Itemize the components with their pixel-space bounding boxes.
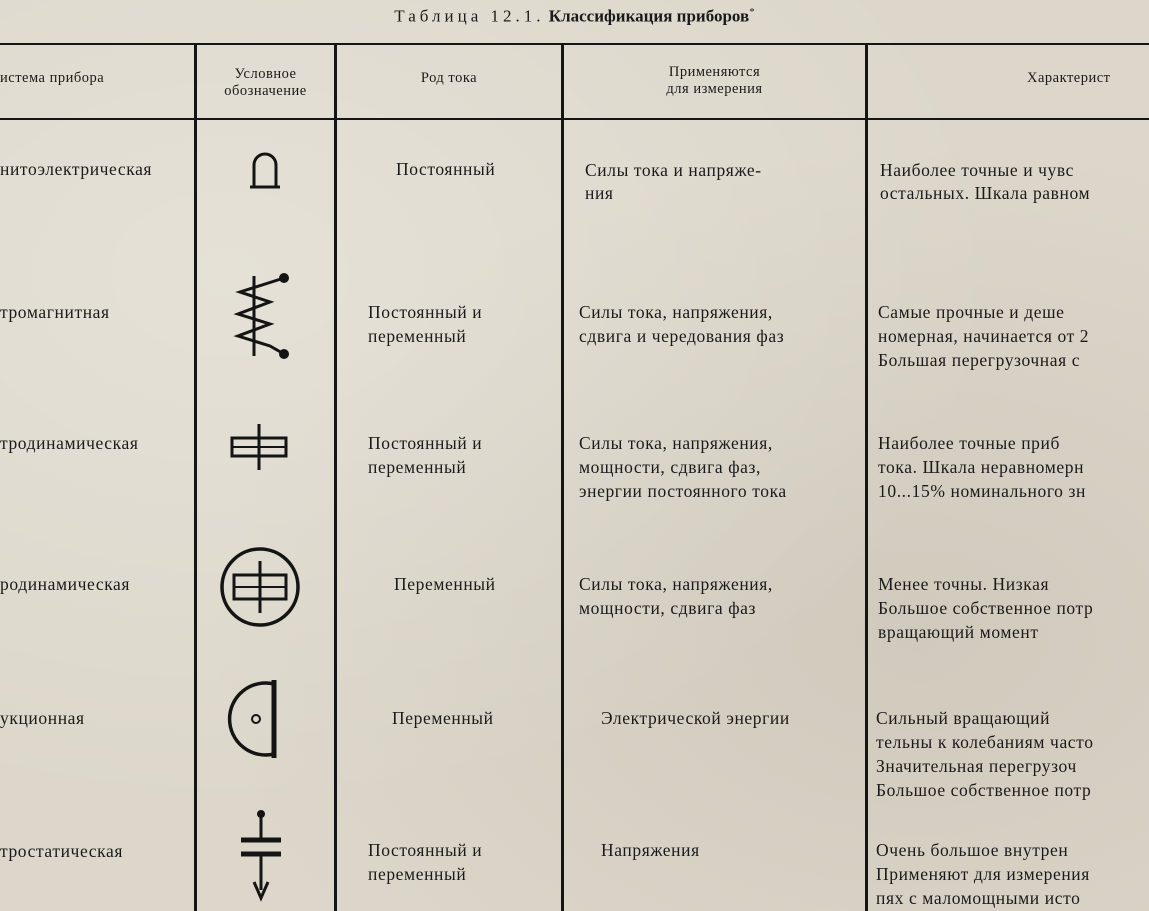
- row-1-characteristics: [880, 159, 1090, 205]
- row-6-char-line-2: Применяют для измерения: [876, 864, 1090, 884]
- row-6-current-line-1: Постоянный и: [368, 840, 483, 860]
- induction-symbol-icon: [216, 676, 300, 762]
- row-5-char-line-3: Значительная перегрузоч: [876, 756, 1077, 776]
- row-3-system: тродинамическая: [0, 433, 139, 453]
- caption-label: Таблица 12.1.: [394, 6, 545, 26]
- row-3-usage-line-2: мощности, сдвига фаз,: [579, 457, 761, 477]
- row-2-current-line-2: переменный: [368, 326, 467, 346]
- row-3-char-line-1: Наиболее точные приб: [878, 433, 1061, 453]
- header-usage-line-1: Применяются: [668, 64, 761, 80]
- row-6-usage: Напряжения: [601, 840, 700, 860]
- row-5-usage: Электрической энергии: [601, 708, 790, 728]
- row-4-current: Переменный: [394, 574, 496, 594]
- row-3-usage-line-3: энергии постоянного тока: [579, 481, 787, 501]
- electrostatic-symbol-icon: [236, 806, 286, 906]
- row-1-usage-line-1: Силы тока и напряже-: [585, 160, 762, 180]
- row-6-char-line-3: пях с маломощными исто: [876, 888, 1081, 908]
- row-2-usage: [579, 300, 784, 348]
- caption-footnote-mark: *: [749, 6, 755, 18]
- row-1-usage: [585, 159, 762, 205]
- row-6-char-line-1: Очень большое внутрен: [876, 840, 1069, 860]
- row-4-characteristics: [878, 572, 1093, 644]
- header-usage: [564, 64, 865, 98]
- electromagnetic-symbol-icon: [226, 268, 296, 363]
- row-5-char-line-2: тельны к колебаниям часто: [876, 732, 1094, 752]
- header-current: Род тока: [420, 70, 478, 86]
- header-characteristics: Характерист: [1027, 70, 1111, 86]
- row-6-current: [368, 838, 482, 886]
- row-5-system: укционная: [0, 708, 85, 728]
- row-2-char-line-1: Самые прочные и деше: [878, 302, 1065, 322]
- row-2-current: [368, 300, 482, 348]
- row-3-char-line-3: 10...15% номинального зн: [878, 481, 1086, 501]
- row-1-char-line-1: Наиболее точные и чувс: [880, 160, 1075, 180]
- row-4-char-line-3: вращающий момент: [878, 622, 1039, 642]
- row-4-char-line-1: Менее точны. Низкая: [878, 574, 1050, 594]
- row-3-usage-line-1: Силы тока, напряжения,: [579, 433, 773, 453]
- row-2-usage-line-1: Силы тока, напряжения,: [579, 302, 773, 322]
- ferrodynamic-symbol-icon: [218, 545, 302, 629]
- row-2-characteristics: [878, 300, 1089, 372]
- column-divider-3: [561, 44, 564, 911]
- row-3-current-line-2: переменный: [368, 457, 467, 477]
- row-4-usage: [579, 572, 773, 620]
- row-6-system: тростатическая: [0, 841, 123, 861]
- row-2-usage-line-2: сдвига и чередования фаз: [579, 326, 785, 346]
- row-4-system: родинамическая: [0, 574, 131, 594]
- row-5-char-line-1: Сильный вращающий: [876, 708, 1051, 728]
- table-top-border: [0, 43, 1149, 45]
- row-3-usage: [579, 431, 787, 503]
- row-4-usage-line-2: мощности, сдвига фаз: [579, 598, 757, 618]
- column-divider-2: [334, 44, 337, 911]
- header-symbol-line-1: Условное: [234, 66, 297, 82]
- row-1-char-line-2: остальных. Шкала равном: [880, 183, 1091, 203]
- header-bottom-border: [0, 118, 1149, 120]
- caption-title: Классификация приборов: [548, 6, 750, 26]
- row-1-usage-line-2: ния: [585, 183, 614, 203]
- row-5-current: Переменный: [392, 708, 494, 728]
- column-divider-4: [865, 44, 868, 911]
- row-5-characteristics: [876, 706, 1094, 802]
- row-4-usage-line-1: Силы тока, напряжения,: [579, 574, 773, 594]
- row-3-characteristics: [878, 431, 1086, 503]
- row-5-char-line-4: Большое собственное потр: [876, 780, 1092, 800]
- header-symbol-line-2: обозначение: [224, 83, 307, 99]
- table-caption: [0, 6, 1149, 27]
- header-system: истема прибора: [0, 70, 105, 86]
- row-2-char-line-3: Большая перегрузочная с: [878, 350, 1081, 370]
- row-1-system: нитоэлектрическая: [0, 159, 153, 179]
- magnetoelectric-symbol-icon: [240, 145, 290, 195]
- row-6-characteristics: [876, 838, 1090, 910]
- electrodynamic-symbol-icon: [228, 422, 290, 472]
- row-6-current-line-2: переменный: [368, 864, 467, 884]
- row-3-current-line-1: Постоянный и: [368, 433, 483, 453]
- row-2-char-line-2: номерная, начинается от 2: [878, 326, 1090, 346]
- header-usage-line-2: для измерения: [666, 81, 763, 97]
- row-3-char-line-2: тока. Шкала неравномерн: [878, 457, 1085, 477]
- header-symbol: [197, 66, 334, 100]
- row-2-current-line-1: Постоянный и: [368, 302, 483, 322]
- row-4-char-line-2: Большое собственное потр: [878, 598, 1094, 618]
- column-divider-1: [194, 44, 197, 911]
- row-2-system: тромагнитная: [0, 302, 110, 322]
- row-3-current: [368, 431, 482, 479]
- row-1-current: Постоянный: [396, 159, 496, 179]
